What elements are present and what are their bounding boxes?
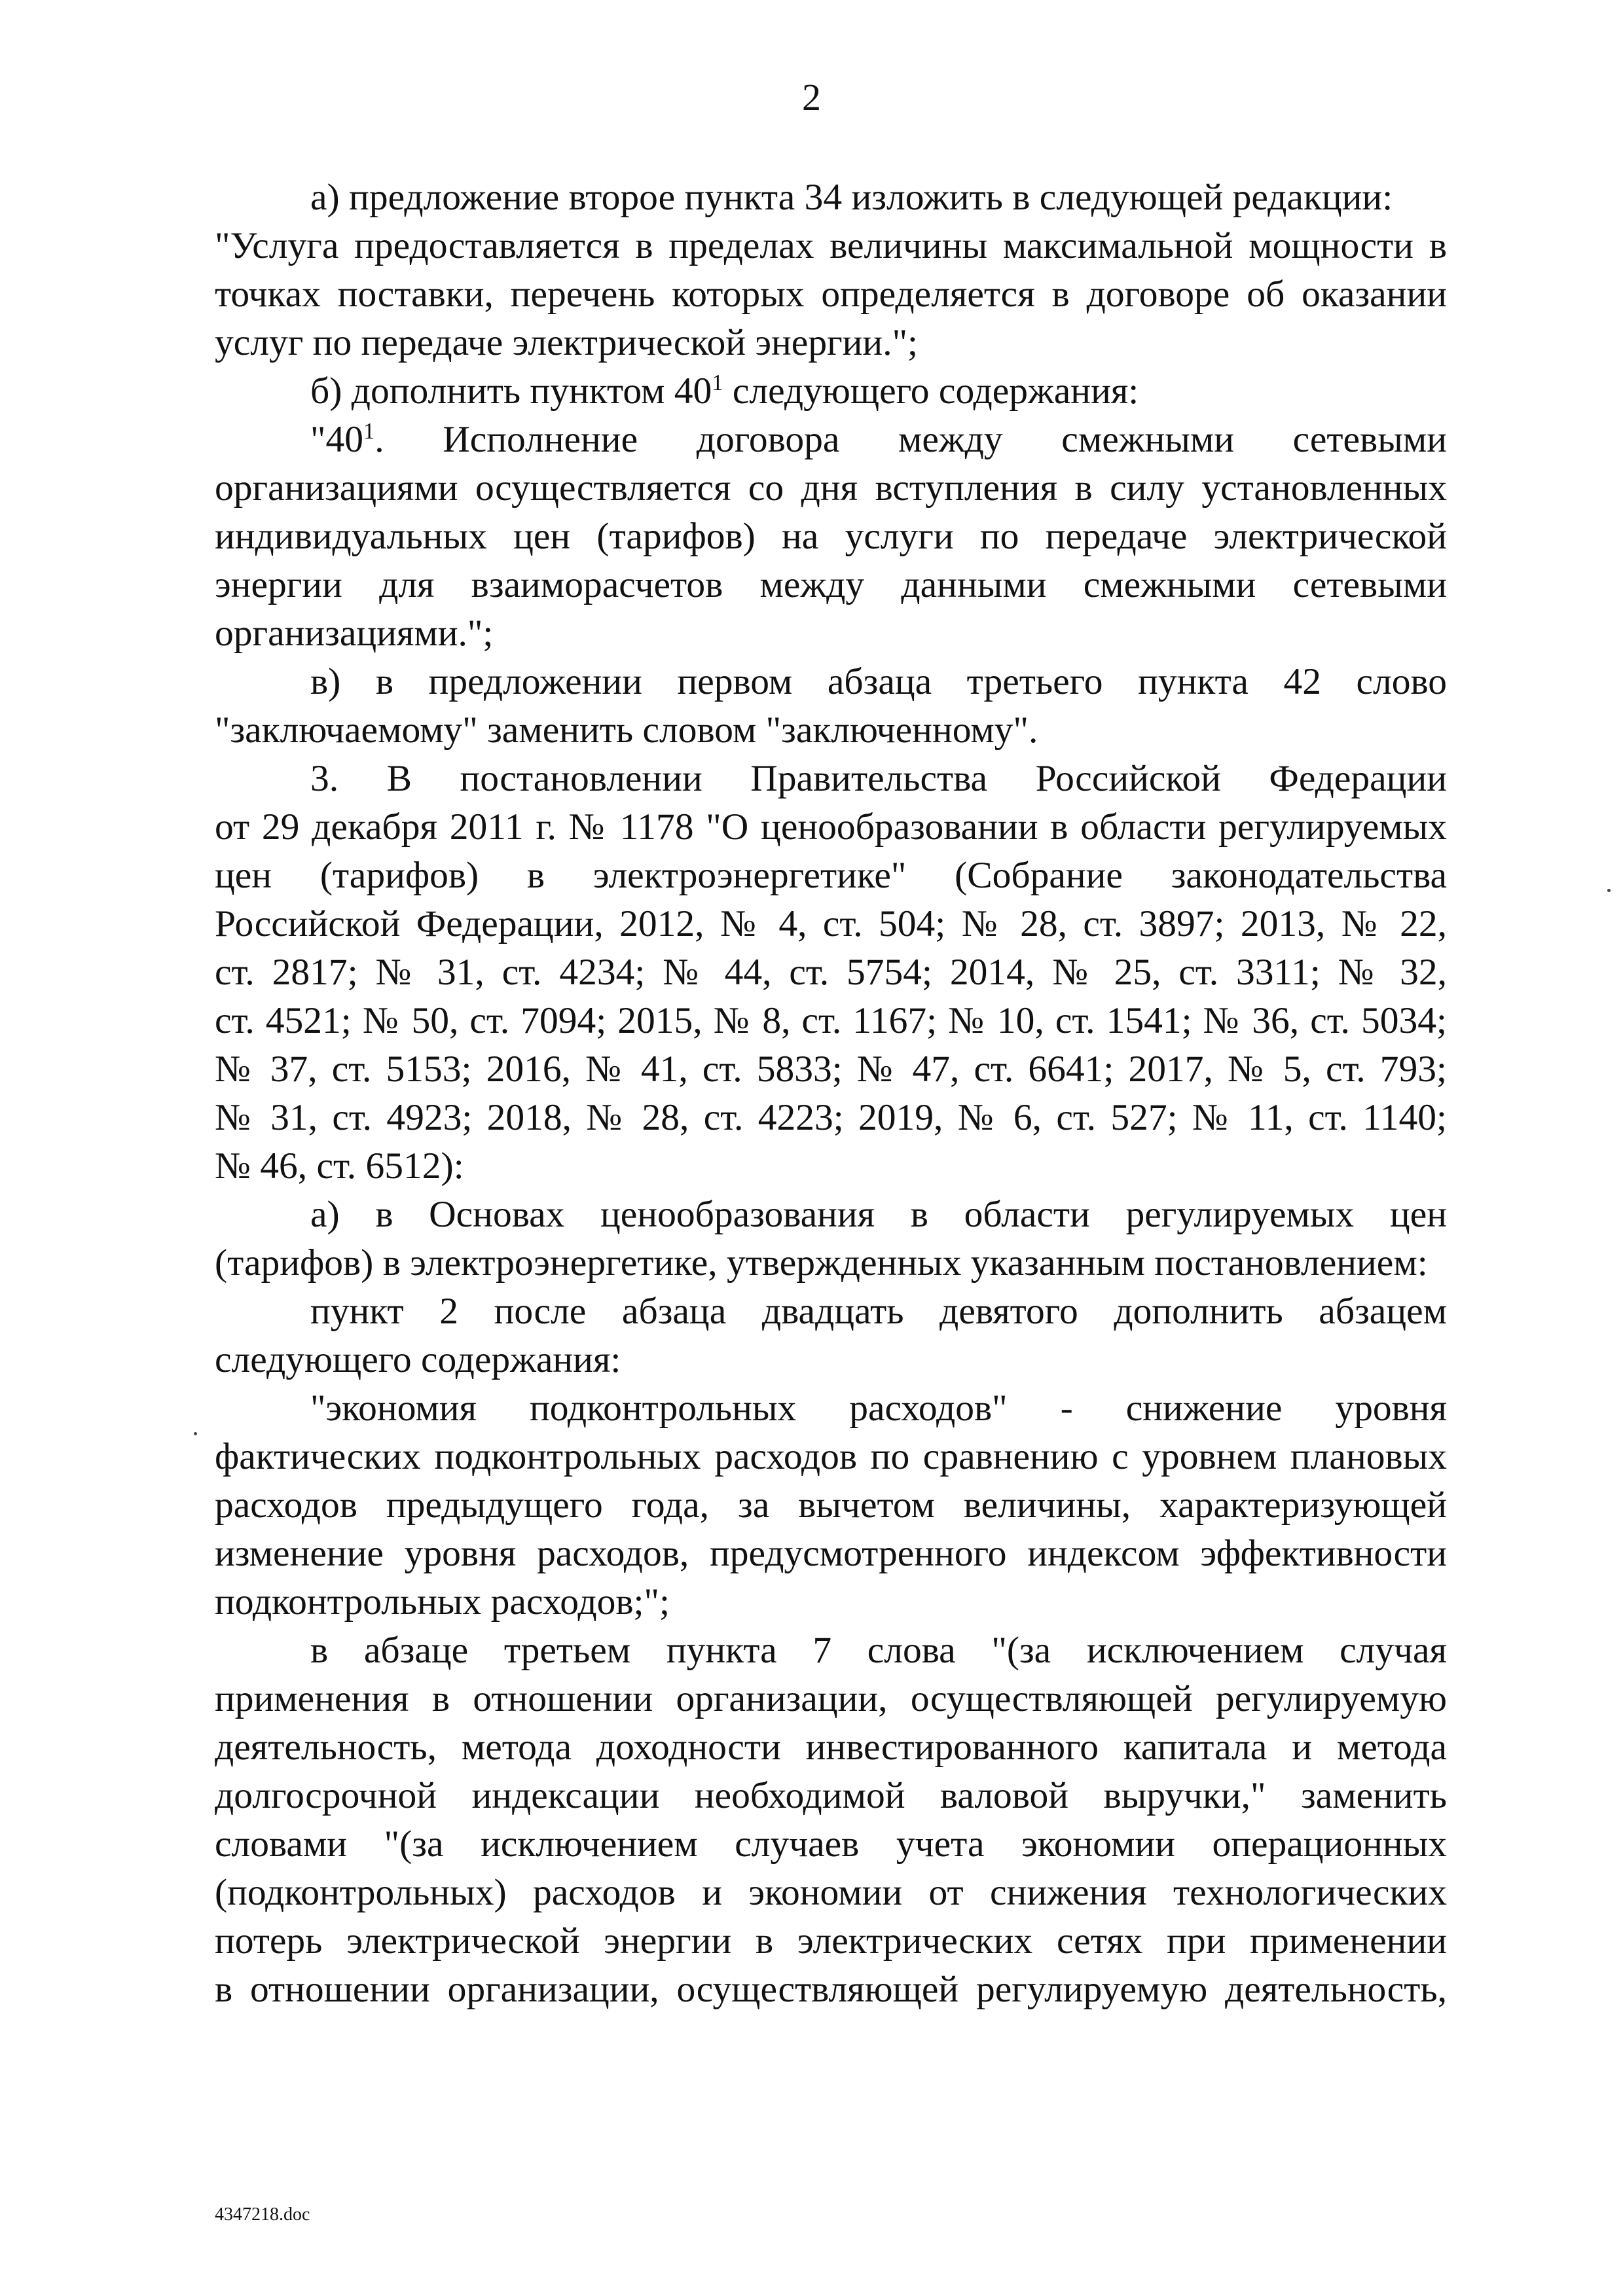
text-line: а) предложение второе пункта 34 изложить в следующей редакции: — [310, 177, 1393, 218]
text-line: от 29 декабря 2011 г. № 1178 "О ценообразовании в области регулируемых — [215, 806, 1447, 848]
document-body — [215, 173, 1447, 2014]
text-line: "заключаемому" заменить словом "заключенному". — [215, 709, 1038, 751]
text-line: в отношении организации, осуществляющей регулируемую деятельность, — [215, 1969, 1447, 2010]
text-fragment: следующего содержания: — [723, 370, 1139, 412]
text-line: энергии для взаиморасчетов между данными смежными сетевыми — [215, 564, 1447, 605]
text-line: долгосрочной индексации необходимой валовой выручки," заменить — [215, 1775, 1447, 1816]
page-number: 2 — [802, 76, 821, 118]
text-line: ст. 4521; № 50, ст. 7094; 2015, № 8, ст. 1167; № 10, ст. 1541; № 36, ст. 5034; — [215, 1000, 1447, 1041]
text-line: в) в предложении первом абзаца третьего пункта 42 слово — [310, 661, 1447, 702]
document-footer: 4347218.doc — [215, 2204, 310, 2225]
text-fragment: . Исполнение договора между смежными сетевыми — [374, 419, 1447, 460]
text-line: организациями."; — [215, 613, 494, 654]
text-line: № 46, ст. 6512): — [215, 1145, 464, 1187]
text-line — [215, 367, 1447, 416]
text-line: (подконтрольных) расходов и экономии от снижения технологических — [215, 1872, 1447, 1913]
superscript: 1 — [712, 370, 723, 395]
text-line: в абзаце третьем пункта 7 слова "(за исключением случая — [310, 1630, 1447, 1671]
text-line: № 37, ст. 5153; 2016, № 41, ст. 5833; № 47, ст. 6641; 2017, № 5, ст. 793; — [215, 1049, 1447, 1090]
text-line: 3. В постановлении Правительства Российской Федерации — [310, 758, 1447, 799]
text-line: № 31, ст. 4923; 2018, № 28, ст. 4223; 2019, № 6, ст. 527; № 11, ст. 1140; — [215, 1097, 1447, 1138]
superscript: 1 — [363, 418, 375, 444]
text-line: "экономия подконтрольных расходов" - снижение уровня — [310, 1388, 1447, 1429]
text-line: подконтрольных расходов;"; — [215, 1581, 670, 1623]
text-line: следующего содержания: — [215, 1339, 621, 1380]
text-line: ст. 2817; № 31, ст. 4234; № 44, ст. 5754; 2014, № 25, ст. 3311; № 32, — [215, 952, 1447, 993]
text-line: Российской Федерации, 2012, № 4, ст. 504; № 28, ст. 3897; 2013, № 22, — [215, 903, 1447, 944]
text-line: точках поставки, перечень которых определяется в договоре об оказании — [215, 274, 1447, 315]
text-line: изменение уровня расходов, предусмотренного индексом эффективности — [215, 1533, 1447, 1574]
text-line: потерь электрической энергии в электрических сетях при применении — [215, 1920, 1447, 1962]
text-line: а) в Основах ценообразования в области регулируемых цен — [310, 1194, 1447, 1235]
text-line: словами "(за исключением случаев учета экономии операционных — [215, 1823, 1447, 1865]
scan-speck — [194, 1432, 197, 1435]
text-line: индивидуальных цен (тарифов) на услуги по передаче электрической — [215, 516, 1447, 557]
text-line: фактических подконтрольных расходов по сравнению с уровнем плановых — [215, 1436, 1447, 1477]
text-line: "Услуга предоставляется в пределах величины максимальной мощности в — [215, 225, 1447, 266]
text-fragment: б) дополнить пунктом 40 — [310, 370, 712, 412]
text-line: расходов предыдущего года, за вычетом величины, характеризующей — [215, 1484, 1447, 1526]
text-line: (тарифов) в электроэнергетике, утвержденных указанным постановлением: — [215, 1242, 1428, 1283]
text-line: деятельность, метода доходности инвестированного капитала и метода — [215, 1727, 1447, 1768]
text-line: применения в отношении организации, осуществляющей регулируемую — [215, 1678, 1447, 1719]
text-line: услуг по передаче электрической энергии."; — [215, 322, 919, 363]
text-line: цен (тарифов) в электроэнергетике" (Собрание законодательства — [215, 855, 1447, 896]
scan-speck — [1607, 889, 1611, 892]
text-line — [215, 416, 1447, 464]
text-line: пункт 2 после абзаца двадцать девятого дополнить абзацем — [310, 1291, 1447, 1332]
text-line: организациями осуществляется со дня вступления в силу установленных — [215, 467, 1447, 509]
text-fragment: "40 — [310, 419, 363, 460]
